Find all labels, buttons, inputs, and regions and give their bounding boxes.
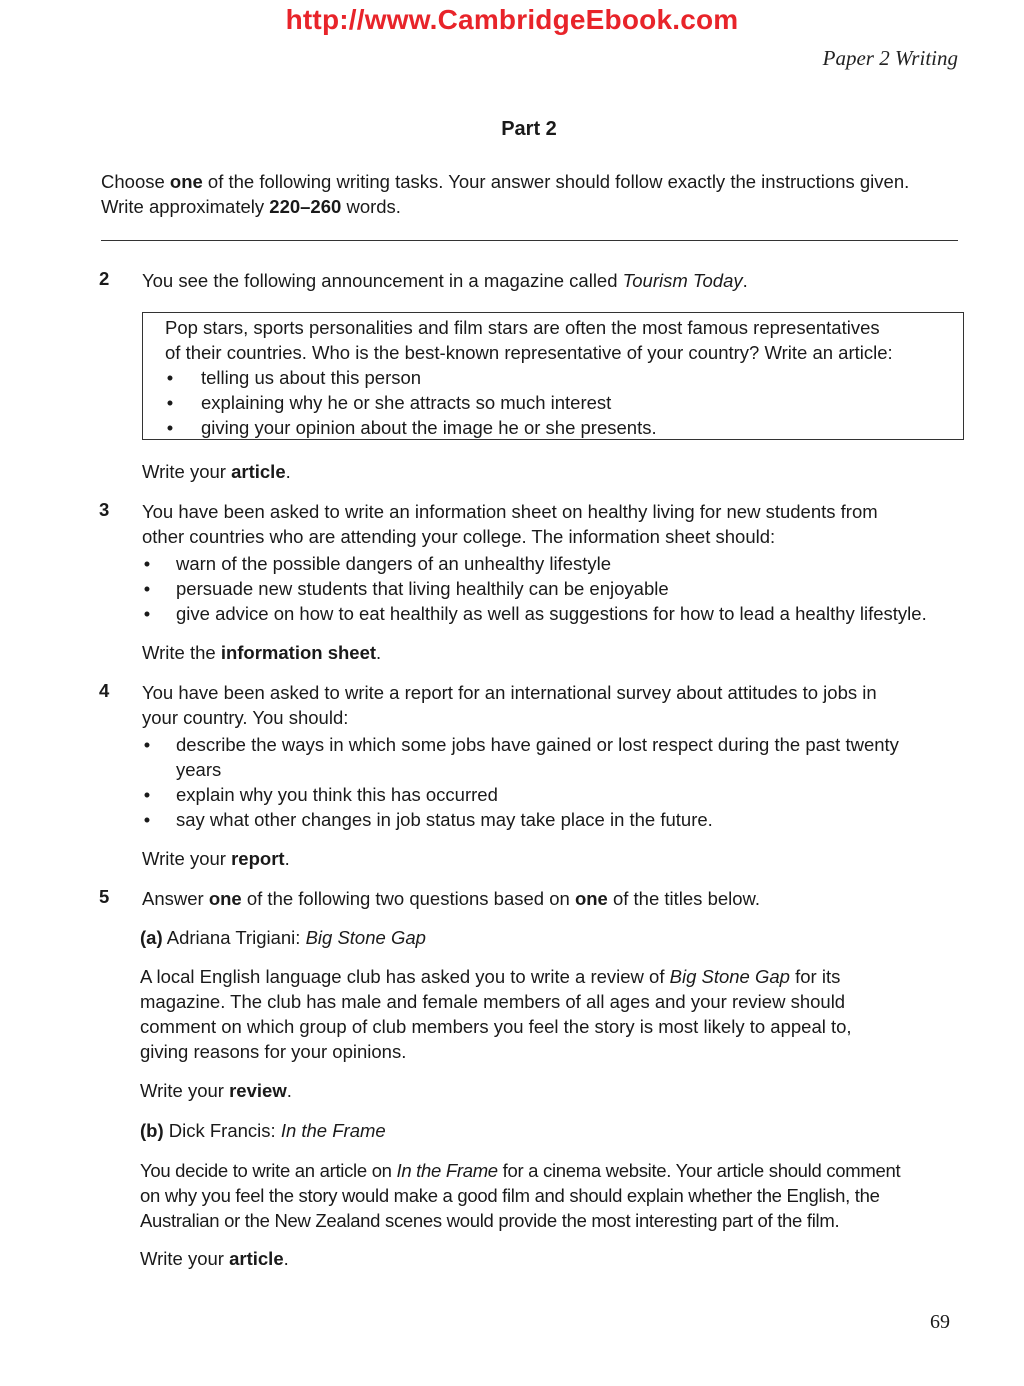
prompt-text: of the following two questions based on (241, 888, 575, 909)
intro-text: of the following writing tasks. Your answer should follow exactly the instructions given. (202, 171, 910, 192)
bullet-item (142, 732, 972, 782)
announcement-line: Pop stars, sports personalities and film stars are often the most famous representatives (165, 317, 880, 338)
bullet-item (165, 365, 963, 390)
task-type: information sheet (220, 642, 377, 663)
bullet-item (142, 782, 972, 807)
book-author: Adriana Trigiani: (162, 927, 306, 948)
bullet-text: explaining why he or she attracts so much interest (201, 392, 612, 413)
part-title: Part 2 (501, 118, 557, 140)
bullet-text: say what other changes in job status may take place in the future. (176, 809, 713, 830)
write-text: Write your (142, 461, 232, 482)
question-line: You have been asked to write a report for an international survey about attitudes to jobs in (142, 682, 877, 703)
book-title: In the Frame (280, 1120, 386, 1141)
write-text: . (285, 461, 291, 482)
prompt-text: of the titles below. (607, 888, 761, 909)
option-a-body (140, 964, 960, 1064)
prompt-emphasis: one (208, 888, 242, 909)
question-line: other countries who are attending your college. The information sheet should: (142, 526, 776, 547)
intro-text: Choose (101, 171, 170, 192)
body-line: giving reasons for your opinions. (140, 1041, 407, 1062)
write-instruction (140, 1246, 289, 1271)
write-text: Write the (142, 642, 221, 663)
intro-text: Write approximately (101, 196, 270, 217)
write-text: . (284, 848, 290, 869)
bullet-icon: • (143, 553, 151, 574)
bullet-icon: • (143, 603, 151, 624)
prompt-text: Answer (142, 888, 209, 909)
write-instruction (142, 459, 291, 484)
bullet-icon: • (143, 809, 151, 830)
task-type: article (231, 461, 286, 482)
book-author: Dick Francis: (163, 1120, 281, 1141)
book-title: In the Frame (396, 1160, 498, 1181)
task-type: review (229, 1080, 287, 1101)
prompt-text: . (742, 270, 748, 291)
option-b-body (140, 1158, 970, 1233)
bullet-text: warn of the possible dangers of an unhealthy lifestyle (176, 553, 612, 574)
body-line: Australian or the New Zealand scenes would provide the most interesting part of the film. (140, 1210, 840, 1231)
write-text: Write your (142, 848, 232, 869)
word-count: 220–260 (269, 196, 342, 217)
body-text: You decide to write an article on (140, 1160, 397, 1181)
bullet-text: telling us about this person (201, 367, 422, 388)
question-number: 2 (99, 268, 110, 289)
question-3-body (142, 499, 972, 626)
task-type: article (229, 1248, 284, 1269)
option-label: (b) (140, 1120, 164, 1141)
question-number: 4 (99, 680, 110, 701)
write-text: . (376, 642, 382, 663)
question-line: your country. You should: (142, 707, 349, 728)
write-text: . (283, 1248, 289, 1269)
option-b-heading (140, 1118, 960, 1143)
bullet-text: persuade new students that living healthily can be enjoyable (176, 578, 669, 599)
bullet-item (142, 576, 972, 601)
body-text: for a cinema website. Your article should comment (497, 1160, 901, 1181)
task-type: report (231, 848, 285, 869)
body-line: magazine. The club has male and female members of all ages and your review should (140, 991, 846, 1012)
question-5-prompt (142, 886, 962, 911)
announcement-line: of their countries. Who is the best-known representative of your country? Write an article: (165, 342, 893, 363)
bullet-icon: • (166, 392, 174, 413)
write-instruction (142, 846, 290, 871)
body-line: comment on which group of club members you feel the story is most likely to appeal to, (140, 1016, 852, 1037)
divider-rule (101, 240, 958, 241)
body-line: on why you feel the story would make a good film and should explain whether the English, the (140, 1185, 880, 1206)
bullet-item (165, 415, 963, 440)
bullet-text: giving your opinion about the image he or she presents. (201, 417, 657, 438)
option-a-heading (140, 925, 960, 950)
book-title: Big Stone Gap (305, 927, 426, 948)
bullet-icon: • (143, 734, 151, 755)
running-head: Paper 2 Writing (822, 46, 958, 70)
announcement-box (142, 312, 964, 440)
bullet-item (142, 551, 972, 576)
write-text: Write your (140, 1080, 230, 1101)
book-title: Big Stone Gap (669, 966, 790, 987)
write-text: Write your (140, 1248, 230, 1269)
intro-instructions (101, 169, 961, 219)
prompt-emphasis: one (574, 888, 608, 909)
bullet-text: give advice on how to eat healthily as well as suggestions for how to lead a healthy lifestyle. (176, 603, 927, 624)
body-text: A local English language club has asked you to write a review of (140, 966, 670, 987)
header-url[interactable]: http://www.CambridgeEbook.com (285, 4, 739, 35)
write-text: . (286, 1080, 292, 1101)
bullet-item (142, 601, 972, 626)
bullet-icon: • (143, 578, 151, 599)
bullet-item (142, 807, 972, 832)
bullet-text: explain why you think this has occurred (176, 784, 498, 805)
question-line: You have been asked to write an information sheet on healthy living for new students from (142, 501, 878, 522)
magazine-title: Tourism Today (622, 270, 743, 291)
option-label: (a) (140, 927, 163, 948)
bullet-text: describe the ways in which some jobs have gained or lost respect during the past twenty (176, 734, 899, 755)
body-text: for its (789, 966, 841, 987)
question-number: 5 (99, 886, 110, 907)
question-2-prompt (142, 268, 962, 293)
write-instruction (140, 1078, 292, 1103)
bullet-icon: • (166, 417, 174, 438)
prompt-text: You see the following announcement in a magazine called (142, 270, 623, 291)
page-number: 69 (930, 1311, 950, 1333)
intro-text: words. (341, 196, 401, 217)
question-number: 3 (99, 499, 110, 520)
intro-emphasis: one (169, 171, 203, 192)
bullet-item (165, 390, 963, 415)
bullet-text: years (176, 759, 222, 780)
bullet-icon: • (143, 784, 151, 805)
bullet-icon: • (166, 367, 174, 388)
question-4-body (142, 680, 972, 832)
write-instruction (142, 640, 381, 665)
